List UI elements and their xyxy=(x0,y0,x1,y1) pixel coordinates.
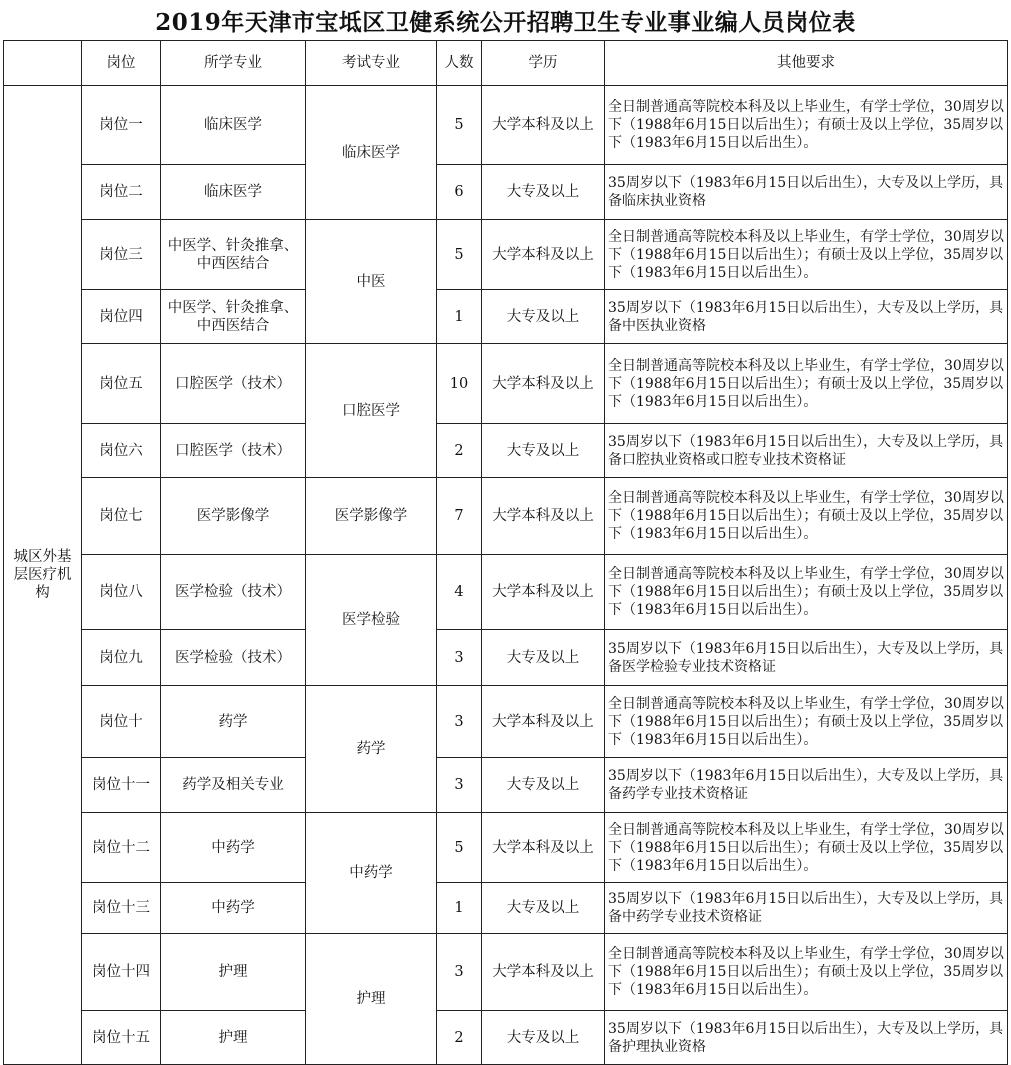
post-cell: 岗位二 xyxy=(82,165,161,220)
edu-cell: 大专及以上 xyxy=(482,1011,605,1065)
post-cell: 岗位五 xyxy=(82,344,161,424)
count-cell: 5 xyxy=(437,813,482,883)
major-cell: 中医学、针灸推拿、中西医结合 xyxy=(161,290,306,344)
table-row xyxy=(4,883,1008,934)
major-cell: 药学及相关专业 xyxy=(161,758,306,813)
post-cell: 岗位四 xyxy=(82,290,161,344)
edu-cell: 大学本科及以上 xyxy=(482,555,605,630)
org-cell: 城区外基层医疗机构 xyxy=(4,86,82,1065)
req-cell: 全日制普通高等院校本科及以上毕业生，有学士学位，30周岁以下（1988年6月15日以后出生）；有硕士及以上学位，35周岁以下（1983年6月15日以后出生）。 xyxy=(605,934,1008,1011)
exam-cell: 药学 xyxy=(306,686,437,813)
count-cell: 3 xyxy=(437,758,482,813)
post-cell: 岗位十五 xyxy=(82,1011,161,1065)
count-cell: 3 xyxy=(437,686,482,758)
edu-cell: 大学本科及以上 xyxy=(482,813,605,883)
edu-cell: 大专及以上 xyxy=(482,165,605,220)
major-cell: 护理 xyxy=(161,934,306,1011)
header-org xyxy=(4,41,82,86)
exam-cell: 口腔医学 xyxy=(306,344,437,478)
header-major: 所学专业 xyxy=(161,41,306,86)
major-cell: 中药学 xyxy=(161,883,306,934)
post-cell: 岗位九 xyxy=(82,630,161,686)
edu-cell: 大专及以上 xyxy=(482,758,605,813)
req-cell: 全日制普通高等院校本科及以上毕业生，有学士学位，30周岁以下（1988年6月15日以后出生）；有硕士及以上学位，35周岁以下（1983年6月15日以后出生）。 xyxy=(605,555,1008,630)
post-cell: 岗位十三 xyxy=(82,883,161,934)
exam-cell: 医学影像学 xyxy=(306,478,437,555)
count-cell: 3 xyxy=(437,630,482,686)
count-cell: 6 xyxy=(437,165,482,220)
post-cell: 岗位三 xyxy=(82,220,161,290)
edu-cell: 大学本科及以上 xyxy=(482,686,605,758)
header-post: 岗位 xyxy=(82,41,161,86)
header-exam: 考试专业 xyxy=(306,41,437,86)
table-row xyxy=(4,1011,1008,1065)
exam-cell: 临床医学 xyxy=(306,86,437,220)
major-cell: 护理 xyxy=(161,1011,306,1065)
req-cell: 全日制普通高等院校本科及以上毕业生，有学士学位，30周岁以下（1988年6月15日以后出生）；有硕士及以上学位，35周岁以下（1983年6月15日以后出生）。 xyxy=(605,686,1008,758)
req-cell: 全日制普通高等院校本科及以上毕业生，有学士学位，30周岁以下（1988年6月15日以后出生）；有硕士及以上学位，35周岁以下（1983年6月15日以后出生）。 xyxy=(605,813,1008,883)
post-cell: 岗位八 xyxy=(82,555,161,630)
req-cell: 35周岁以下（1983年6月15日以后出生），大专及以上学历，具备中药学专业技术资格证 xyxy=(605,883,1008,934)
count-cell: 4 xyxy=(437,555,482,630)
edu-cell: 大专及以上 xyxy=(482,290,605,344)
table-row xyxy=(4,478,1008,555)
major-cell: 临床医学 xyxy=(161,86,306,165)
req-cell: 全日制普通高等院校本科及以上毕业生，有学士学位，30周岁以下（1988年6月15日以后出生）；有硕士及以上学位，35周岁以下（1983年6月15日以后出生）。 xyxy=(605,86,1008,165)
edu-cell: 大学本科及以上 xyxy=(482,220,605,290)
post-cell: 岗位六 xyxy=(82,424,161,478)
post-cell: 岗位十四 xyxy=(82,934,161,1011)
table-row xyxy=(4,555,1008,630)
req-cell: 35周岁以下（1983年6月15日以后出生），大专及以上学历，具备中医执业资格 xyxy=(605,290,1008,344)
table-row xyxy=(4,758,1008,813)
edu-cell: 大专及以上 xyxy=(482,424,605,478)
table-row xyxy=(4,630,1008,686)
major-cell: 药学 xyxy=(161,686,306,758)
post-cell: 岗位十二 xyxy=(82,813,161,883)
exam-cell: 中药学 xyxy=(306,813,437,934)
req-cell: 35周岁以下（1983年6月15日以后出生），大专及以上学历，具备临床执业资格 xyxy=(605,165,1008,220)
req-cell: 全日制普通高等院校本科及以上毕业生，有学士学位，30周岁以下（1988年6月15日以后出生）；有硕士及以上学位，35周岁以下（1983年6月15日以后出生）。 xyxy=(605,220,1008,290)
edu-cell: 大专及以上 xyxy=(482,630,605,686)
post-cell: 岗位一 xyxy=(82,86,161,165)
post-cell: 岗位七 xyxy=(82,478,161,555)
count-cell: 1 xyxy=(437,290,482,344)
page-title: 2019年天津市宝坻区卫健系统公开招聘卫生专业事业编人员岗位表 xyxy=(155,9,856,36)
major-cell: 医学检验（技术） xyxy=(161,630,306,686)
positions-table xyxy=(3,40,1008,1065)
header-count: 人数 xyxy=(437,41,482,86)
table-row xyxy=(4,220,1008,290)
major-cell: 口腔医学（技术） xyxy=(161,344,306,424)
table-row xyxy=(4,934,1008,1011)
major-cell: 口腔医学（技术） xyxy=(161,424,306,478)
req-cell: 35周岁以下（1983年6月15日以后出生），大专及以上学历，具备护理执业资格 xyxy=(605,1011,1008,1065)
table-row xyxy=(4,686,1008,758)
header-other: 其他要求 xyxy=(605,41,1008,86)
post-cell: 岗位十一 xyxy=(82,758,161,813)
exam-cell: 中医 xyxy=(306,220,437,344)
table-row xyxy=(4,424,1008,478)
count-cell: 2 xyxy=(437,1011,482,1065)
major-cell: 医学检验（技术） xyxy=(161,555,306,630)
req-cell: 35周岁以下（1983年6月15日以后出生），大专及以上学历，具备口腔执业资格或口腔专业技术资格证 xyxy=(605,424,1008,478)
table-row xyxy=(4,344,1008,424)
count-cell: 1 xyxy=(437,883,482,934)
major-cell: 临床医学 xyxy=(161,165,306,220)
edu-cell: 大学本科及以上 xyxy=(482,86,605,165)
table-row xyxy=(4,290,1008,344)
count-cell: 5 xyxy=(437,86,482,165)
major-cell: 中药学 xyxy=(161,813,306,883)
count-cell: 2 xyxy=(437,424,482,478)
req-cell: 35周岁以下（1983年6月15日以后出生），大专及以上学历，具备医学检验专业技术资格证 xyxy=(605,630,1008,686)
edu-cell: 大学本科及以上 xyxy=(482,934,605,1011)
req-cell: 全日制普通高等院校本科及以上毕业生，有学士学位，30周岁以下（1988年6月15日以后出生）；有硕士及以上学位，35周岁以下（1983年6月15日以后出生）。 xyxy=(605,478,1008,555)
req-cell: 35周岁以下（1983年6月15日以后出生），大专及以上学历，具备药学专业技术资格证 xyxy=(605,758,1008,813)
table-row xyxy=(4,165,1008,220)
post-cell: 岗位十 xyxy=(82,686,161,758)
table-row xyxy=(4,86,1008,165)
edu-cell: 大专及以上 xyxy=(482,883,605,934)
table-row xyxy=(4,813,1008,883)
edu-cell: 大学本科及以上 xyxy=(482,478,605,555)
header-edu: 学历 xyxy=(482,41,605,86)
header-row xyxy=(4,41,1008,86)
major-cell: 中医学、针灸推拿、中西医结合 xyxy=(161,220,306,290)
exam-cell: 护理 xyxy=(306,934,437,1065)
count-cell: 10 xyxy=(437,344,482,424)
count-cell: 3 xyxy=(437,934,482,1011)
major-cell: 医学影像学 xyxy=(161,478,306,555)
count-cell: 7 xyxy=(437,478,482,555)
req-cell: 全日制普通高等院校本科及以上毕业生，有学士学位，30周岁以下（1988年6月15日以后出生）；有硕士及以上学位，35周岁以下（1983年6月15日以后出生）。 xyxy=(605,344,1008,424)
exam-cell: 医学检验 xyxy=(306,555,437,686)
count-cell: 5 xyxy=(437,220,482,290)
edu-cell: 大学本科及以上 xyxy=(482,344,605,424)
